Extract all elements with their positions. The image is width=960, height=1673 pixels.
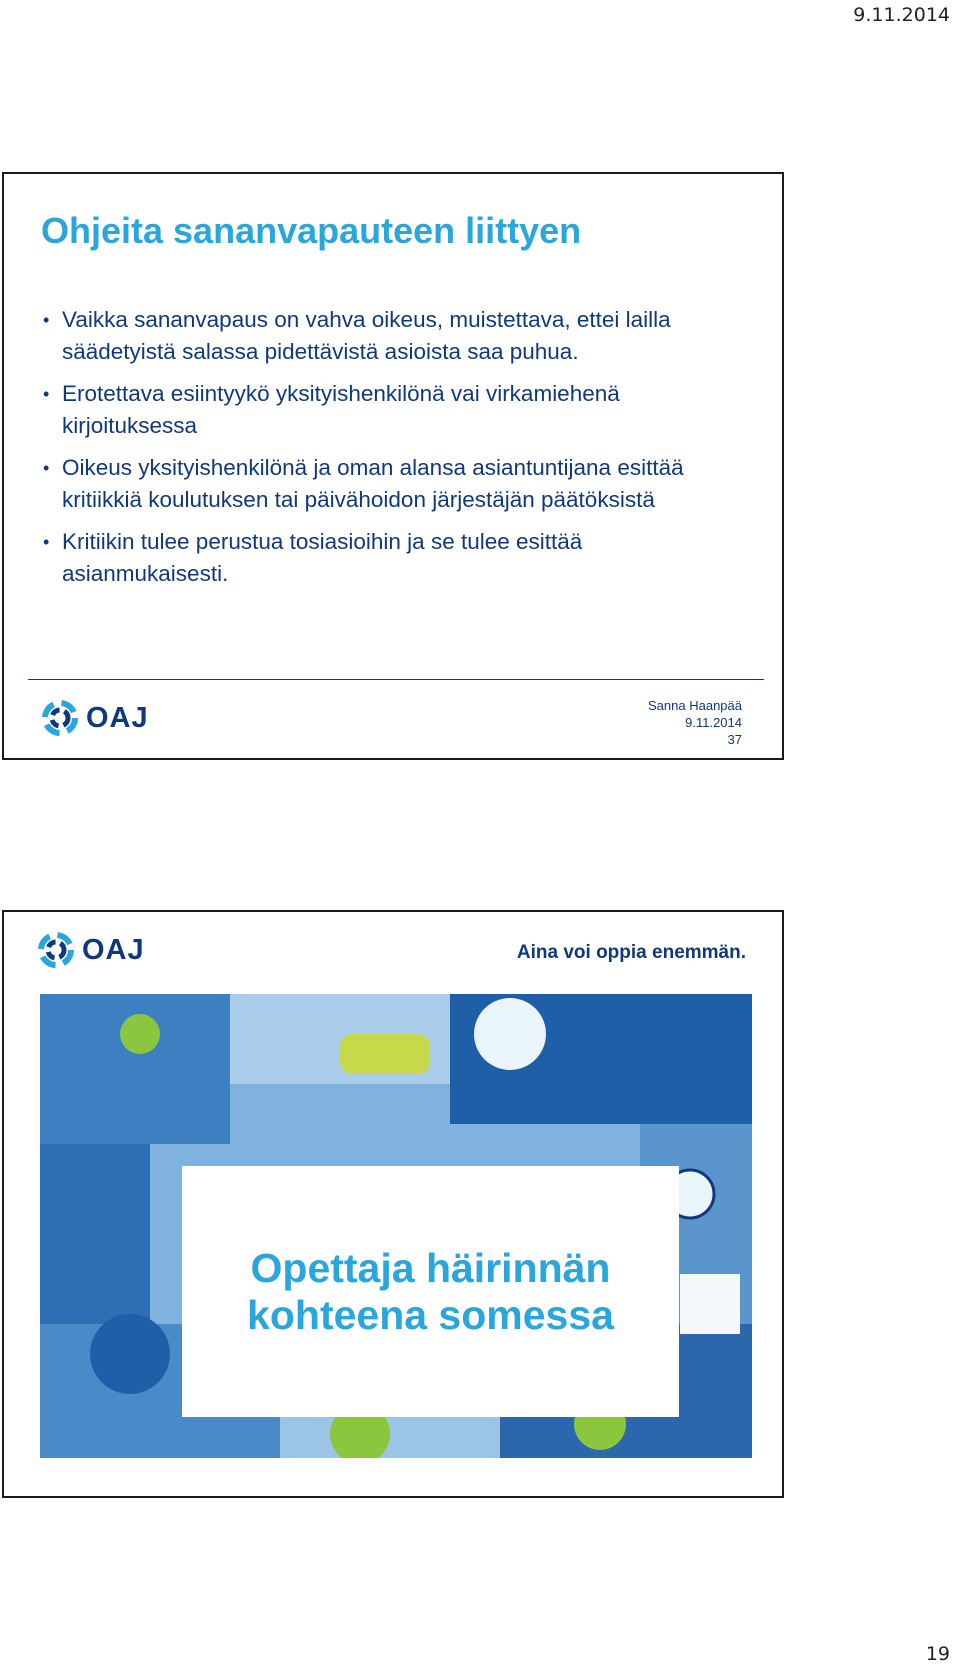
logo-text: OAJ [82, 933, 145, 966]
footer-divider [28, 679, 764, 680]
oaj-logo [40, 698, 149, 738]
oaj-logo-icon [36, 930, 76, 970]
bullet-item: • Erotettava esiintyykö yksityishenkilönä vai virkamiehenä kirjoituksessa [40, 378, 740, 442]
slide-37 [2, 172, 784, 760]
bullet-item: • Kritiikin tulee perustua tosiasioihin ja se tulee esittää asianmukaisesti. [40, 526, 740, 590]
title-line-2: kohteena somessa [247, 1291, 614, 1338]
tagline: Aina voi oppia enemmän. [516, 942, 746, 963]
author-name: Sanna Haanpää [648, 698, 742, 713]
bullet-item: • Vaikka sananvapaus on vahva oikeus, muistettava, ettei lailla säädetyistä salassa pidettävistä asioista saa puhua. [40, 304, 740, 368]
slide-number: 37 [727, 732, 742, 747]
title-line-1: Opettaja häirinnän [250, 1244, 611, 1291]
bullet-item: • Oikeus yksityishenkilönä ja oman alansa asiantuntijana esittää kritiikkiä koulutuksen tai päivähoidon järjestäjän päätöksistä [40, 452, 740, 516]
page-number: 19 [925, 1643, 950, 1665]
illustration-collage [40, 994, 752, 1458]
slide-date: 9.11.2014 [685, 715, 742, 730]
slide-title: Ohjeita sananvapauteen liittyen [41, 210, 582, 251]
page-date: 9.11.2014 [853, 4, 950, 26]
oaj-logo-icon [40, 698, 80, 738]
bullet-list [40, 304, 740, 600]
oaj-logo [36, 930, 145, 970]
slide-title-page [2, 910, 784, 1498]
slide-footer [648, 697, 742, 748]
title-card [182, 1166, 679, 1417]
logo-text: OAJ [86, 701, 149, 734]
